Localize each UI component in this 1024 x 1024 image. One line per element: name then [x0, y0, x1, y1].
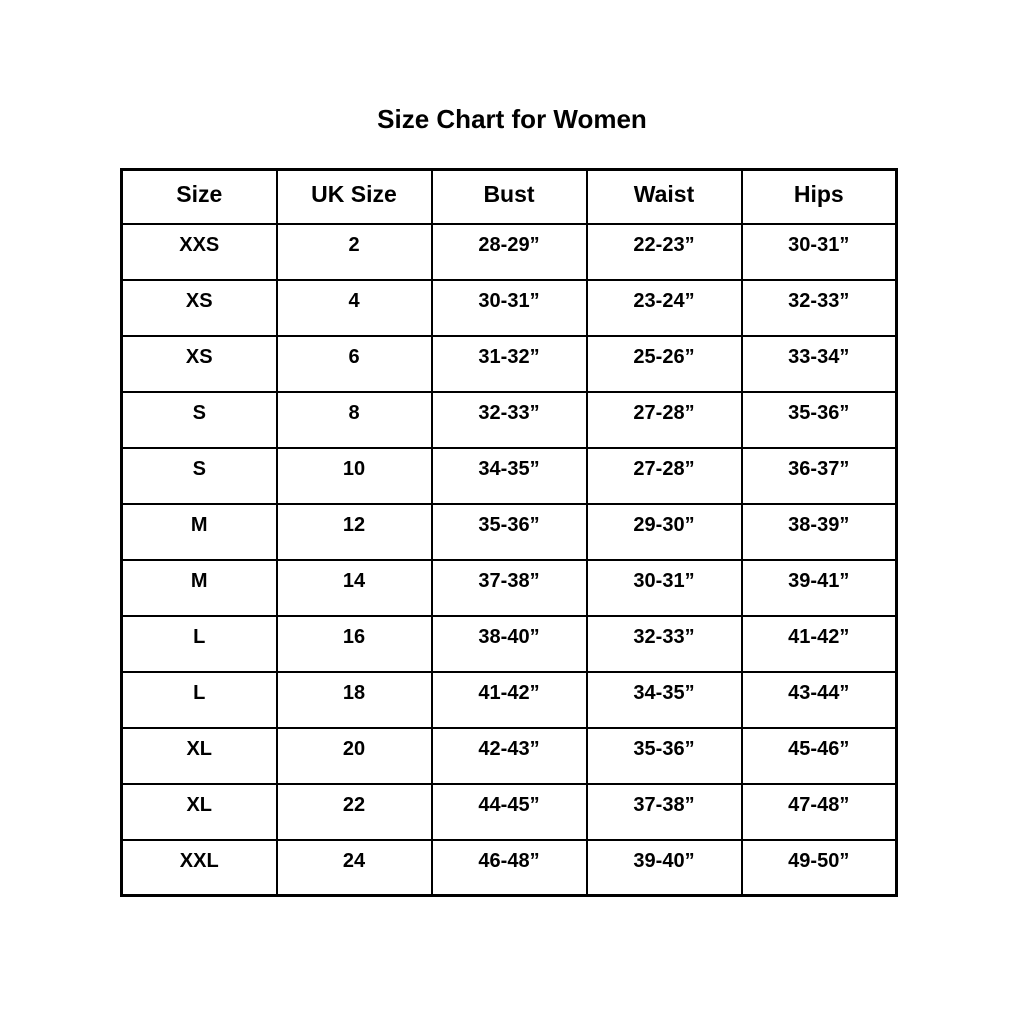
- table-cell: 49-50”: [742, 840, 897, 896]
- table-cell: 31-32”: [432, 336, 587, 392]
- table-cell: 46-48”: [432, 840, 587, 896]
- table-row: [122, 448, 897, 504]
- table-cell: 30-31”: [587, 560, 742, 616]
- table-cell: L: [122, 672, 277, 728]
- page-title: Size Chart for Women: [377, 104, 647, 134]
- table-cell: 10: [277, 448, 432, 504]
- table-cell: 37-38”: [587, 784, 742, 840]
- column-header-hips: Hips: [742, 170, 897, 224]
- table-cell: 38-40”: [432, 616, 587, 672]
- table-cell: 42-43”: [432, 728, 587, 784]
- table-cell: XS: [122, 336, 277, 392]
- table-cell: L: [122, 616, 277, 672]
- table-cell: 34-35”: [587, 672, 742, 728]
- table-cell: S: [122, 392, 277, 448]
- size-chart-table: [120, 168, 898, 897]
- table-cell: 23-24”: [587, 280, 742, 336]
- table-cell: 36-37”: [742, 448, 897, 504]
- table-cell: M: [122, 560, 277, 616]
- table-cell: 39-40”: [587, 840, 742, 896]
- column-header-waist: Waist: [587, 170, 742, 224]
- table-cell: 43-44”: [742, 672, 897, 728]
- table-cell: XXS: [122, 224, 277, 280]
- table-row: [122, 280, 897, 336]
- table-cell: S: [122, 448, 277, 504]
- table-row: [122, 560, 897, 616]
- table-cell: M: [122, 504, 277, 560]
- table-body: [122, 224, 897, 896]
- table-cell: 6: [277, 336, 432, 392]
- table-row: [122, 224, 897, 280]
- table-cell: 39-41”: [742, 560, 897, 616]
- table-cell: 37-38”: [432, 560, 587, 616]
- table-cell: 41-42”: [742, 616, 897, 672]
- table-row: [122, 728, 897, 784]
- table-row: [122, 784, 897, 840]
- table-cell: 25-26”: [587, 336, 742, 392]
- column-header-uk-size: UK Size: [277, 170, 432, 224]
- table-cell: 34-35”: [432, 448, 587, 504]
- table-row: [122, 392, 897, 448]
- table-cell: 28-29”: [432, 224, 587, 280]
- table-cell: 30-31”: [432, 280, 587, 336]
- table-cell: 44-45”: [432, 784, 587, 840]
- table-row: [122, 840, 897, 896]
- table-cell: 18: [277, 672, 432, 728]
- table-cell: 8: [277, 392, 432, 448]
- table-cell: 12: [277, 504, 432, 560]
- table-header: [122, 170, 897, 224]
- table-row: [122, 616, 897, 672]
- table-cell: 38-39”: [742, 504, 897, 560]
- table-cell: 29-30”: [587, 504, 742, 560]
- table-cell: 20: [277, 728, 432, 784]
- table-cell: 24: [277, 840, 432, 896]
- table-cell: 45-46”: [742, 728, 897, 784]
- table-cell: XS: [122, 280, 277, 336]
- table-row: [122, 504, 897, 560]
- table-cell: XL: [122, 784, 277, 840]
- column-header-size: Size: [122, 170, 277, 224]
- table-cell: 35-36”: [432, 504, 587, 560]
- header-row: [122, 170, 897, 224]
- table-row: [122, 336, 897, 392]
- table-cell: 22: [277, 784, 432, 840]
- column-header-bust: Bust: [432, 170, 587, 224]
- table-cell: 35-36”: [742, 392, 897, 448]
- table-cell: 27-28”: [587, 448, 742, 504]
- table-cell: 32-33”: [432, 392, 587, 448]
- table-row: [122, 672, 897, 728]
- table-cell: 30-31”: [742, 224, 897, 280]
- table-cell: 32-33”: [587, 616, 742, 672]
- table-cell: 32-33”: [742, 280, 897, 336]
- table-cell: 14: [277, 560, 432, 616]
- table-cell: 35-36”: [587, 728, 742, 784]
- table-cell: 47-48”: [742, 784, 897, 840]
- table-cell: XXL: [122, 840, 277, 896]
- table-cell: 33-34”: [742, 336, 897, 392]
- table-cell: XL: [122, 728, 277, 784]
- table-cell: 2: [277, 224, 432, 280]
- table-cell: 22-23”: [587, 224, 742, 280]
- table-cell: 41-42”: [432, 672, 587, 728]
- table-cell: 27-28”: [587, 392, 742, 448]
- table-cell: 4: [277, 280, 432, 336]
- table-cell: 16: [277, 616, 432, 672]
